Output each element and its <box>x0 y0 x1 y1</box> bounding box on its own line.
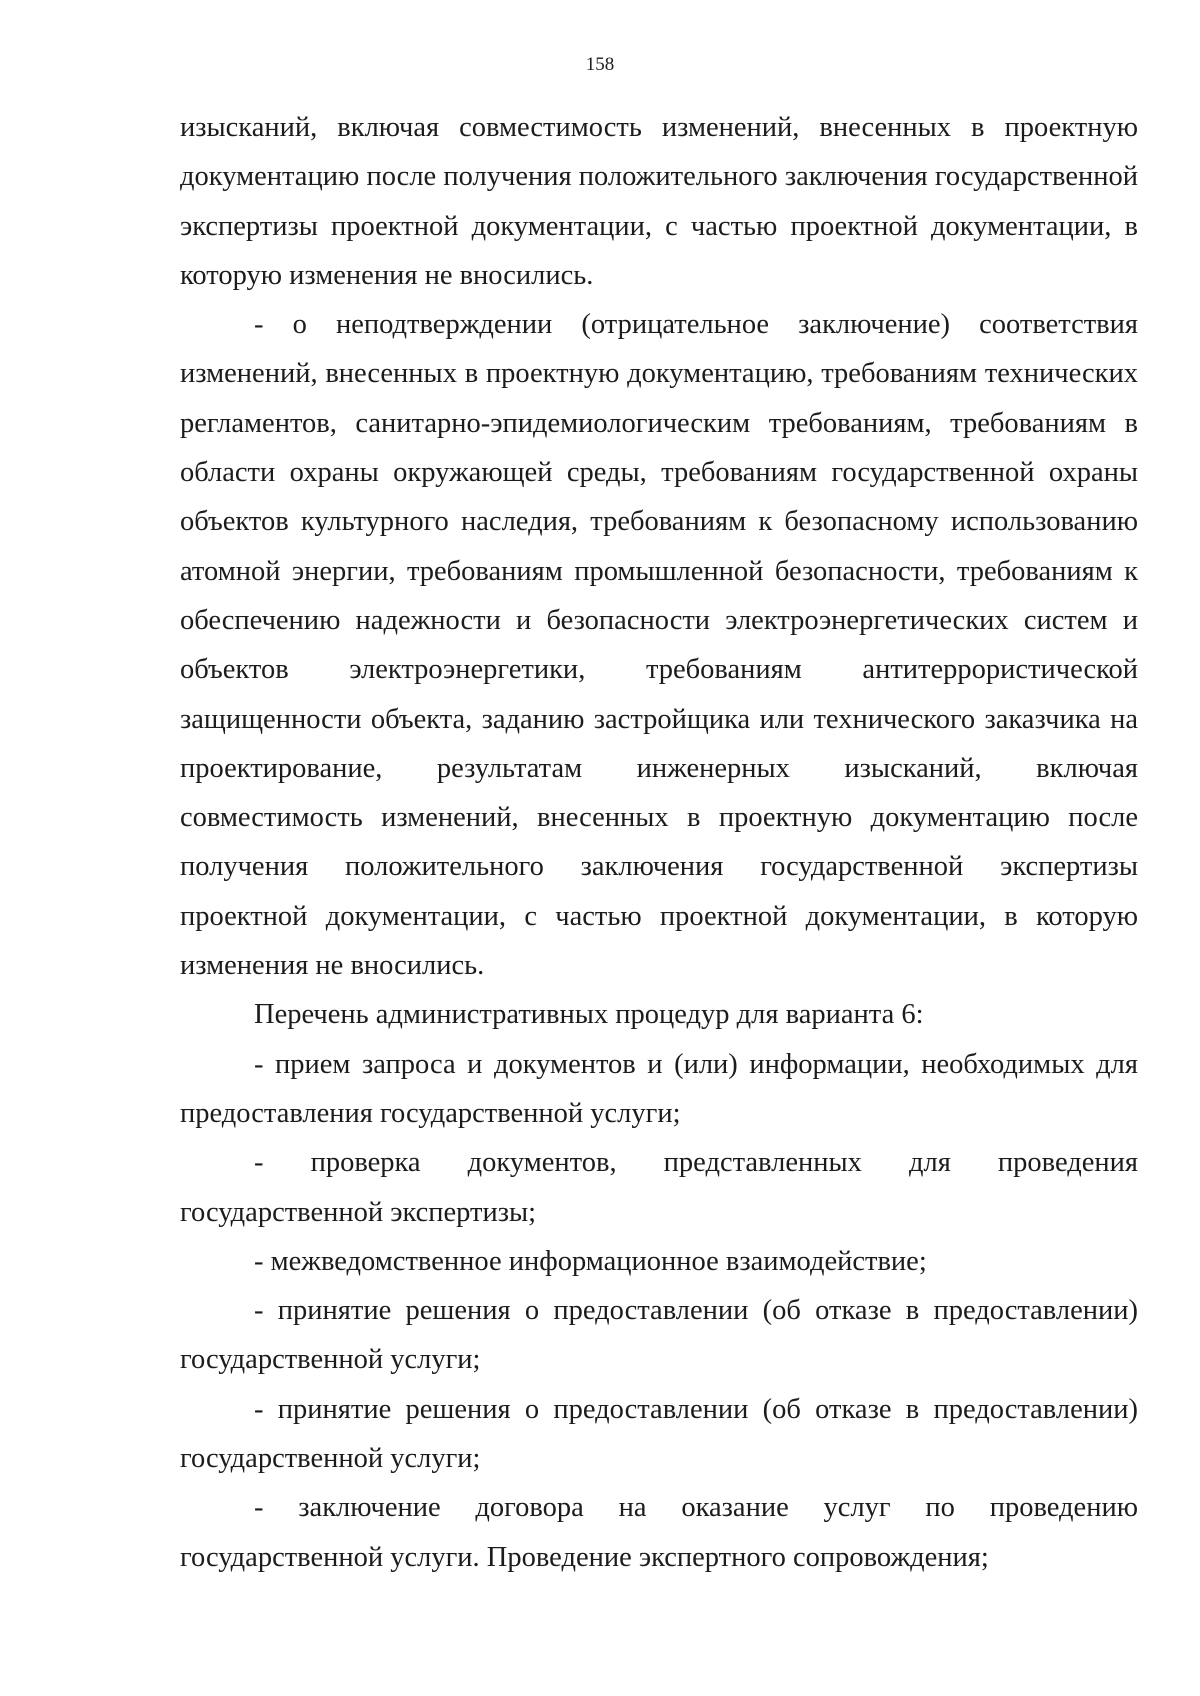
paragraph-continuation: изысканий, включая совместимость изменений, внесенных в проектную документацию после получения положительного заключения государственной экспертизы проектной документации, с частью проектной документации, в которую изменения не вносились. <box>180 112 1138 291</box>
list-item-interagency-interaction: - межведомственное информационное взаимодействие; <box>254 1245 927 1277</box>
list-item-decision-repeat: - принятие решения о предоставлении (об отказе в предоставлении) государственной услуги; <box>180 1393 1138 1475</box>
list-item-request-reception: - прием запроса и документов и (или) информации, необходимых для предоставления государственной услуги; <box>180 1048 1138 1129</box>
procedures-heading: Перечень административных процедур для варианта 6: <box>254 999 924 1031</box>
paragraph-non-confirmation: - о неподтверждении (отрицательное заключение) соответствия изменений, внесенных в проектную документацию, требованиям технических регламентов, санитарно-эпидемиологическим требованиям, требованиям в области охраны окружающей среды, требованиям государственной охраны объектов культурного наследия, требованиям к безопасному использованию атомной энергии, требованиям промышленной безопасности, требованиям к обеспечению надежности и безопасности электроэнергетических систем и объектов электроэнергетики, требованиям антитеррористической защищенности объекта, заданию застройщика или технического заказчика на проектирование, результатам инженерных изысканий, включая совместимость изменений, внесенных в проектную документацию после получения положительного заключения государственной экспертизы проектной документации, с частью проектной документации, в которую изменения не вносились. <box>180 309 1138 982</box>
page-number: 158 <box>585 54 615 75</box>
list-item-document-check: - проверка документов, представленных для проведения государственной экспертизы; <box>180 1147 1138 1228</box>
list-item-contract: - заключение договора на оказание услуг по проведению государственной услуги. Проведение экспертного сопровождения; <box>180 1492 1138 1573</box>
document-body <box>180 103 1138 1582</box>
list-item-decision: - принятие решения о предоставлении (об отказе в предоставлении) государственной услуги; <box>180 1295 1138 1376</box>
